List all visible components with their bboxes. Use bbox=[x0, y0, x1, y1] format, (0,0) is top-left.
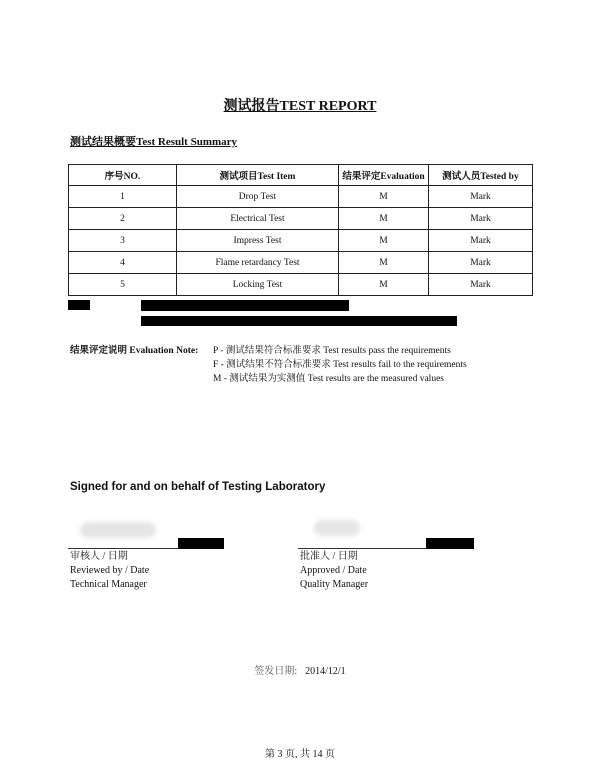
evaluation-note-pass: P - 测试结果符合标准要求 Test results pass the requirements bbox=[213, 346, 451, 356]
reviewer-cn-label: 审核人 / 日期 bbox=[70, 551, 128, 562]
redaction-bar bbox=[178, 538, 224, 549]
evaluation-note-fail: F - 测试结果不符合标准要求 Test results fail to the requirements bbox=[213, 360, 467, 370]
issue-date-label: 签发日期: bbox=[254, 666, 298, 677]
cell-test-item: Locking Test bbox=[177, 274, 339, 296]
approver-role: Quality Manager bbox=[300, 579, 369, 590]
reviewer-role: Technical Manager bbox=[70, 579, 147, 590]
cell-test-item: Electrical Test bbox=[177, 208, 339, 230]
header-tested-by: 测试人员Tested by bbox=[429, 165, 533, 186]
test-summary-table bbox=[68, 164, 533, 296]
table-row bbox=[69, 274, 533, 296]
signature-blurred bbox=[80, 522, 156, 538]
cell-test-item: Flame retardancy Test bbox=[177, 252, 339, 274]
cell-test-item: Impress Test bbox=[177, 230, 339, 252]
cell-evaluation: M bbox=[339, 208, 429, 230]
section-title: 测试结果概要Test Result Summary bbox=[70, 136, 238, 148]
redaction-bar bbox=[141, 300, 349, 311]
table-row bbox=[69, 208, 533, 230]
cell-evaluation: M bbox=[339, 230, 429, 252]
evaluation-note-label: 结果评定说明 Evaluation Note: bbox=[70, 346, 199, 356]
header-test-item: 测试项目Test Item bbox=[177, 165, 339, 186]
report-title: 测试报告TEST REPORT bbox=[223, 99, 377, 114]
cell-no: 5 bbox=[69, 274, 177, 296]
cell-no: 2 bbox=[69, 208, 177, 230]
header-no: 序号NO. bbox=[69, 165, 177, 186]
cell-tested-by: Mark bbox=[429, 274, 533, 296]
redaction-bar bbox=[141, 316, 457, 326]
cell-tested-by: Mark bbox=[429, 230, 533, 252]
issue-date bbox=[0, 662, 600, 677]
cell-no: 4 bbox=[69, 252, 177, 274]
reviewer-en-label: Reviewed by / Date bbox=[70, 565, 150, 576]
cell-no: 3 bbox=[69, 230, 177, 252]
table-header-row bbox=[69, 165, 533, 186]
table-row bbox=[69, 186, 533, 208]
signature-line bbox=[298, 548, 428, 549]
reviewer-block bbox=[70, 550, 149, 592]
header-evaluation: 结果评定Evaluation bbox=[339, 165, 429, 186]
evaluation-note-measured: M - 测试结果为实测值 Test results are the measured values bbox=[213, 374, 444, 384]
cell-test-item: Drop Test bbox=[177, 186, 339, 208]
cell-tested-by: Mark bbox=[429, 208, 533, 230]
redaction-bar bbox=[426, 538, 474, 549]
approver-block bbox=[300, 550, 368, 592]
table-row bbox=[69, 230, 533, 252]
signature-line bbox=[68, 548, 180, 549]
cell-no: 1 bbox=[69, 186, 177, 208]
signed-on-behalf: Signed for and on behalf of Testing Laboratory bbox=[70, 481, 326, 493]
signature-blurred bbox=[314, 520, 360, 536]
page-number: 第 3 页, 共 14 页 bbox=[265, 749, 335, 760]
cell-evaluation: M bbox=[339, 274, 429, 296]
cell-tested-by: Mark bbox=[429, 252, 533, 274]
cell-evaluation: M bbox=[339, 186, 429, 208]
redaction-bar bbox=[68, 300, 90, 310]
issue-date-value: 2014/12/1 bbox=[305, 666, 346, 677]
cell-tested-by: Mark bbox=[429, 186, 533, 208]
approver-en-label: Approved / Date bbox=[300, 565, 367, 576]
table-row bbox=[69, 252, 533, 274]
cell-evaluation: M bbox=[339, 252, 429, 274]
approver-cn-label: 批准人 / 日期 bbox=[300, 551, 358, 562]
